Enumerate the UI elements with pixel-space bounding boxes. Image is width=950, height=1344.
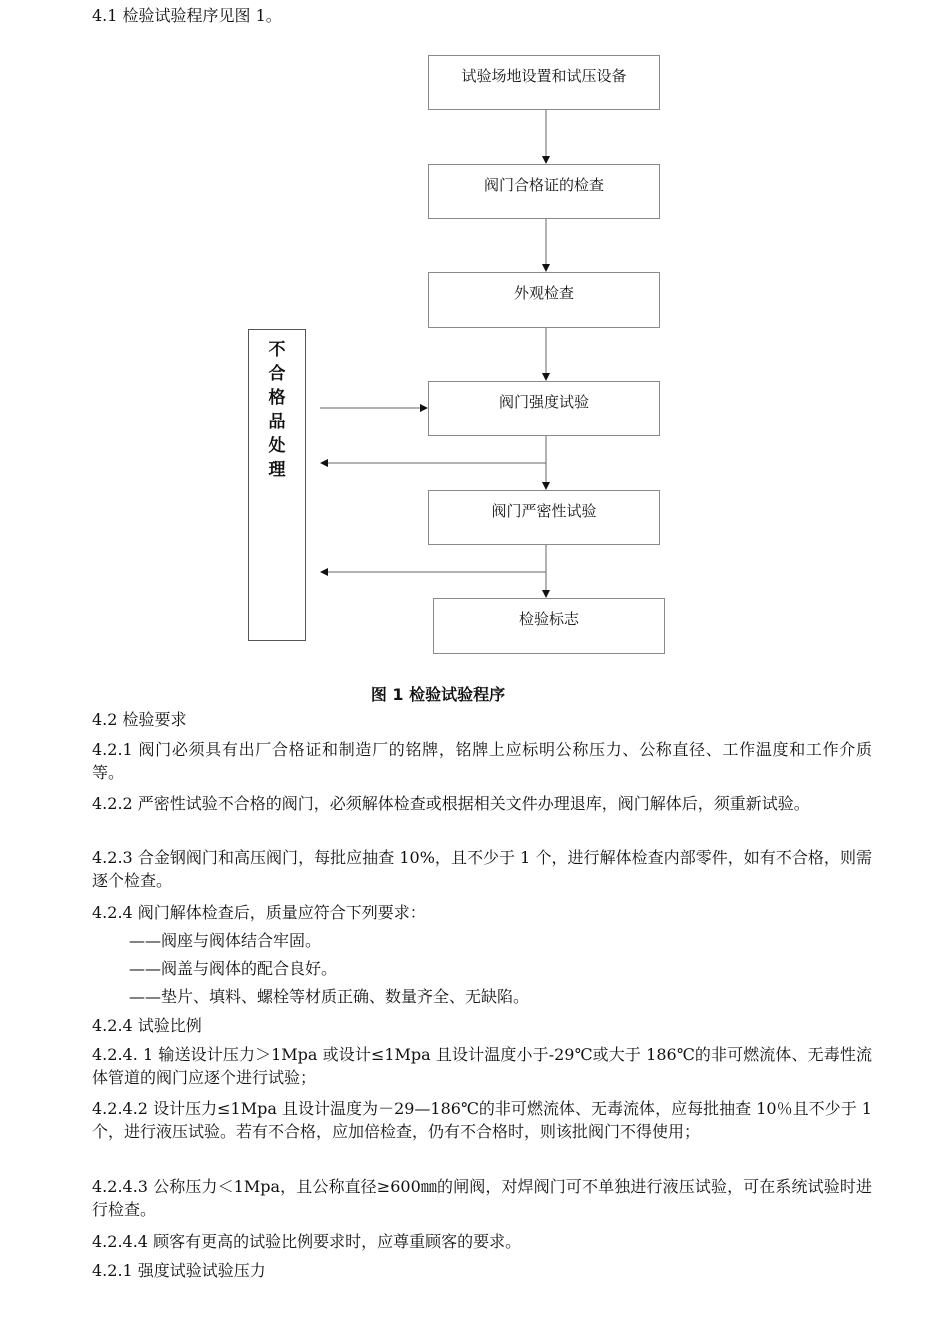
list-item: ——阀座与阀体结合牢固。 xyxy=(129,931,322,950)
reject-char: 处 xyxy=(268,436,286,456)
section-heading: 4.2 检验要求 xyxy=(92,710,187,729)
paragraph: 4.2.4. 1 输送设计压力＞1Mpa 或设计≤1Mpa 且设计温度小于-29℃或大于 186℃的非可燃流体、无毒性流体管道的阀门应逐个进行试验； xyxy=(92,1045,872,1087)
paragraph: 4.2.4.3 公称压力＜1Mpa，且公称直径≥600㎜的闸阀，对焊阀门可不单独进行液压试验，可在系统试验时进行检查。 xyxy=(92,1177,872,1219)
list-item: ——垫片、填料、螺栓等材质正确、数量齐全、无缺陷。 xyxy=(129,987,530,1006)
reject-char: 理 xyxy=(268,460,286,480)
paragraph: 4.2.3 合金钢阀门和高压阀门，每批应抽查 10%，且不少于 1 个，进行解体检查内部零件，如有不合格，则需逐个检查。 xyxy=(92,848,872,890)
list-item: ——阀盖与阀体的配合良好。 xyxy=(129,959,338,978)
section-heading: 4.2.1 强度试验试验压力 xyxy=(92,1261,266,1280)
flow-step-1: 试验场地设置和试压设备 xyxy=(428,55,660,110)
flow-step-5: 阀门严密性试验 xyxy=(428,490,660,545)
paragraph: 4.2.2 严密性试验不合格的阀门，必须解体检查或根据相关文件办理退库，阀门解体后，须重新试验。 xyxy=(92,794,810,813)
flow-step-4: 阀门强度试验 xyxy=(428,381,660,436)
intro-line: 4.1 检验试验程序见图 1。 xyxy=(92,6,282,25)
reject-char: 合 xyxy=(268,364,286,384)
paragraph: 4.2.4.4 顾客有更高的试验比例要求时，应尊重顾客的要求。 xyxy=(92,1232,522,1251)
flow-step-2: 阀门合格证的检查 xyxy=(428,164,660,219)
reject-char: 格 xyxy=(268,388,286,408)
flow-step-3: 外观检查 xyxy=(428,272,660,328)
section-heading: 4.2.4 试验比例 xyxy=(92,1016,202,1035)
reject-char: 不 xyxy=(268,340,286,360)
reject-char: 品 xyxy=(268,412,286,432)
paragraph: 4.2.4.2 设计压力≤1Mpa 且设计温度为－29—186℃的非可燃流体、无毒流体，应每批抽查 10％且不少于 1 个，进行液压试验。若有不合格，应加倍检查，仍有不合格时，则该批阀门不得使用； xyxy=(92,1099,872,1141)
figure-caption: 图 1 检验试验程序 xyxy=(370,685,506,704)
flow-step-6: 检验标志 xyxy=(433,598,665,654)
paragraph: 4.2.1 阀门必须具有出厂合格证和制造厂的铭牌，铭牌上应标明公称压力、公称直径、工作温度和工作介质等。 xyxy=(92,740,872,782)
paragraph: 4.2.4 阀门解体检查后，质量应符合下列要求： xyxy=(92,903,426,922)
